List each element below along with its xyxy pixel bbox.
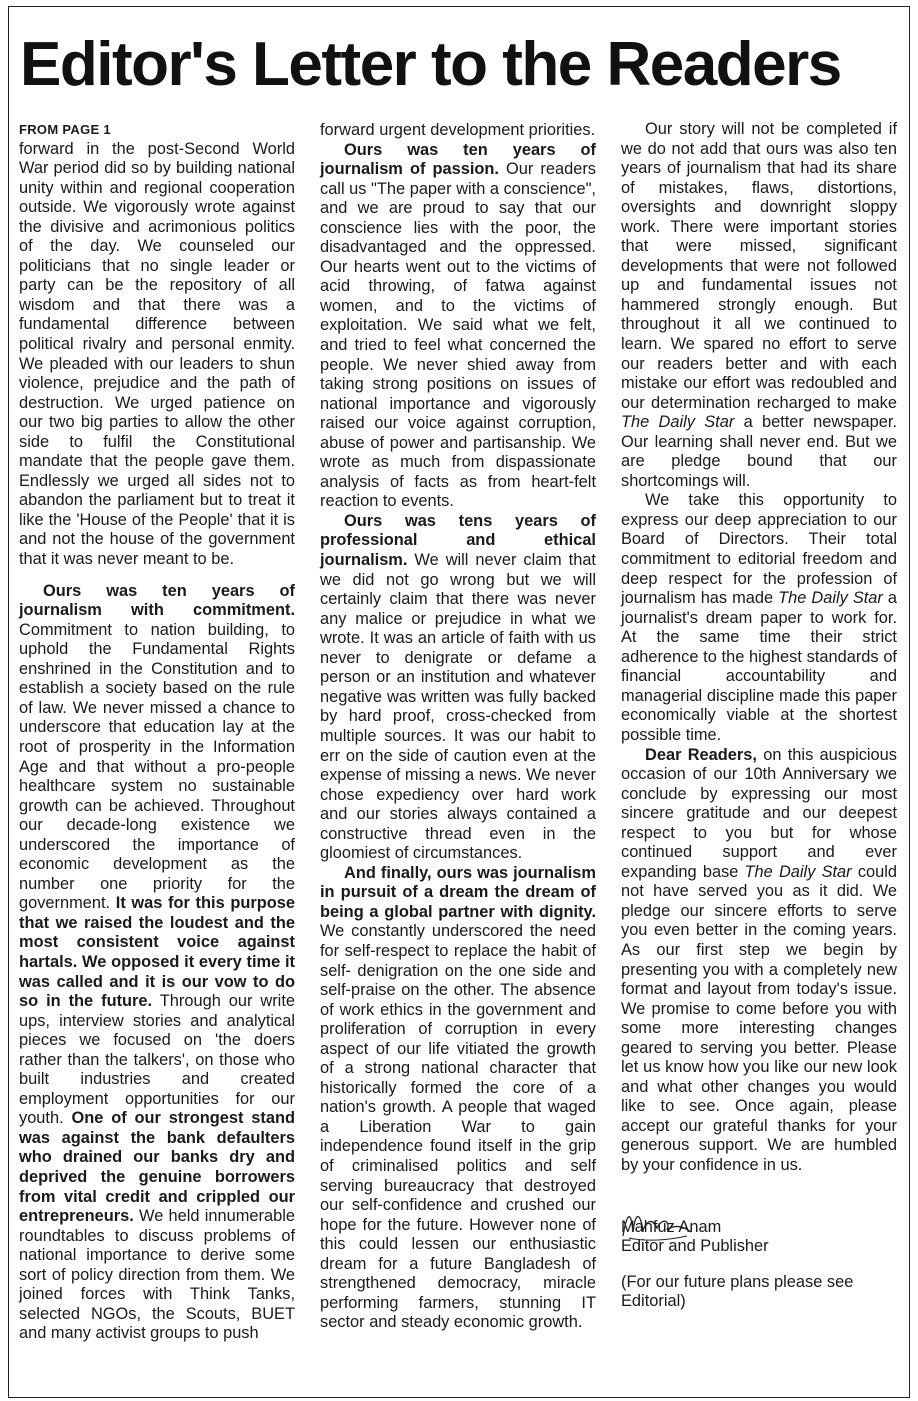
article-column-2 <box>320 121 596 1333</box>
paragraph-text: on this auspicious occasion of our 10th Anniversary we conclude by expressing our most sincere gratitude and our deepest respect to you but for whose continued support and ever expanding base <box>621 745 897 881</box>
handwritten-signature <box>617 1202 697 1246</box>
article-column-3 <box>621 120 897 1312</box>
paragraph-mistakes <box>621 120 897 491</box>
paragraph-1 <box>19 120 295 570</box>
paragraph-board <box>621 491 897 745</box>
bold-hartals: It was for this purpose that we raised the loudest and the most consistent voice against hartals. We opposed it every time it was called and it is our vow to do so in the future. <box>19 894 295 1011</box>
signature-name: Mahfuz Anam <box>621 1217 722 1236</box>
editorial-note: (For our future plans please see Editorial) <box>621 1272 854 1311</box>
paragraph-text: Our story will not be completed if we do not add that ours was also ten years of journalism that had its share of mistakes, flaws, distortions, oversights and downright sloppy work. There were important stories that were missed, significant developments that were not followed up and fundamental issues not hammered strongly enough. But throughout it all we continued to learn. We spared no effort to serve our readers better and with each mistake our effort was redoubled and our determination recharged to make <box>621 120 897 412</box>
paragraph-dream <box>320 864 596 1333</box>
bold-lead: Dear Readers, <box>645 745 757 764</box>
paragraph-continued: forward urgent development priorities. <box>320 121 596 139</box>
article-column-1 <box>19 120 295 1344</box>
paper-name: The Daily Star <box>621 413 735 432</box>
paragraph-text: Our readers call us "The paper with a conscience", and we are proud to say that our conscience lies with the poor, the disadvantaged and the oppressed. Our hearts went out to the victims of acid throwing, of fatwa against women, and to the victims of exploitation. We said what we felt, and tried to feel what concerned the people. We never shied away from taking strong positions on issues of national importance and vigorously raised our voice against corruption, abuse of power and partisanship. We wrote as much from dispassionate analysis of facts as from heart-felt reaction to events. <box>320 160 596 511</box>
paragraph-text: We held innumerable roundtables to discuss problems of national importance to derive some sort of policy direction from them. We joined forces with Think Tanks, selected NGOs, the Scouts, BUET and many activist groups to push <box>19 1207 295 1343</box>
bold-bank-defaulters: One of our strongest stand was against the bank defaulters who drained our banks dry and deprived the genuine borrowers from vital credit and crippled our entrepreneurs. <box>19 1109 295 1226</box>
paragraph-text: forward in the post-Second World War period did so by building national unity within and regional cooperation outside. We vigorously wrote against the divisive and acrimonious politics of the day. We counseled our politicians that no single leader or party can be the repository of all wisdom and that there was a fundamental difference between political rivalry and personal enmity. We pleaded with our leaders to shun violence, prejudice and the path of destruction. We urged patience on our two big parties to allow the other side to fulfil the Constitutional mandate that the people gave them. Endlessly we urged all sides not to abandon the parliament but to treat it like the 'House of the People' that it is and not the house of the government that it was never meant to be. <box>19 139 295 569</box>
kicker-from-page-1: FROM PAGE 1 <box>19 122 111 137</box>
paragraph-text: a better newspaper. Our learning shall never end. But we are pledge bound that our shortcomings will. <box>621 413 897 490</box>
paragraph-text: Commitment to nation building, to uphold the Fundamental Rights enshrined in the Constitution and to establish a society based on the rule of law. We never missed a chance to underscore that education lay at the root of prosperity in the Information Age and that without a pro-people healthcare system no sustainable growth can be achieved. Throughout our decade-long existence we underscored the importance of economic development as the number one priority for the government. <box>19 620 295 913</box>
paragraph-text: could not have served you as it did. We pledge our sincere efforts to serve you even better in the coming years. As our first step we begin by presenting you with a completely new format and layout from today's issue. We promise to come before you with some more interesting changes geared to serving you better. Please let us know how you like our new look and what other changes you would like to see. Once again, please accept our grateful thanks for your generous support. We are humbled by your confidence in us. <box>621 862 898 1174</box>
paragraph-text: We constantly underscored the need for self-respect to replace the habit of self- denigration on the one side and self-praise on the other. The absence of work ethics in the government and proliferation of corruption in every aspect of our life vitiated the growth of a strong national character that historically formed the core of a nation's growth. A people that waged a Liberation War to gain independence found itself in the grip of criminalised politics and self serving bureaucracy that destroyed our self-confidence and crushed our hope for the future. However none of this could lessen our enthusiastic dream for a future Bangladesh of strengthened democracy, miracle performing farmers, stunning IT sector and steady economic growth. <box>320 922 596 1332</box>
paragraph-commitment <box>19 582 295 1344</box>
paragraph-passion <box>320 141 596 512</box>
headline: Editor's Letter to the Readers <box>20 30 841 99</box>
paragraph-text: a journalist's dream paper to work for. At the same time their strict adherence to the highest standards of financial accountability and managerial discipline made this paper economically viable at the shortest possible time. <box>621 589 898 744</box>
signature-block <box>621 1218 897 1312</box>
signature-title: Editor and Publisher <box>621 1237 769 1256</box>
bold-lead: And finally, ours was journalism in pursuit of a dream the dream of being a global partner with dignity. <box>320 863 596 921</box>
bold-lead: Ours was ten years of journalism of passion. <box>320 140 596 179</box>
paper-name: The Daily Star <box>778 589 883 608</box>
paragraph-text: We take this opportunity to express our deep appreciation to our Board of Directors. Their total commitment to editorial freedom and deep respect for the profession of journalism has made <box>621 491 897 608</box>
paragraph-text: We will never claim that we did not go wrong but we will certainly claim that there was never any malice or prejudice in what we wrote. It was an article of faith with us never to denigrate or defame a person or an institution and whatever negative was written was fully backed by hard proof, cross-checked from multiple sources. It was our habit to err on the side of caution even at the expense of missing a news. We never chose expediency over hard work and our stories always contained a constructive thread even in the gloomiest of circumstances. <box>320 551 596 863</box>
paragraph-dear-readers <box>621 746 897 1176</box>
paper-name: The Daily Star <box>744 862 852 881</box>
bold-lead: Ours was ten years of journalism with commitment. <box>19 581 295 620</box>
bold-lead: Ours was tens years of professional and ethical journalism. <box>320 511 596 570</box>
paragraph-ethics <box>320 512 596 864</box>
paragraph-text: Through our write ups, interview stories and analytical pieces we focused on 'the doers rather than the talkers', on those who built industries and created employment opportunities for our youth. <box>19 992 295 1128</box>
